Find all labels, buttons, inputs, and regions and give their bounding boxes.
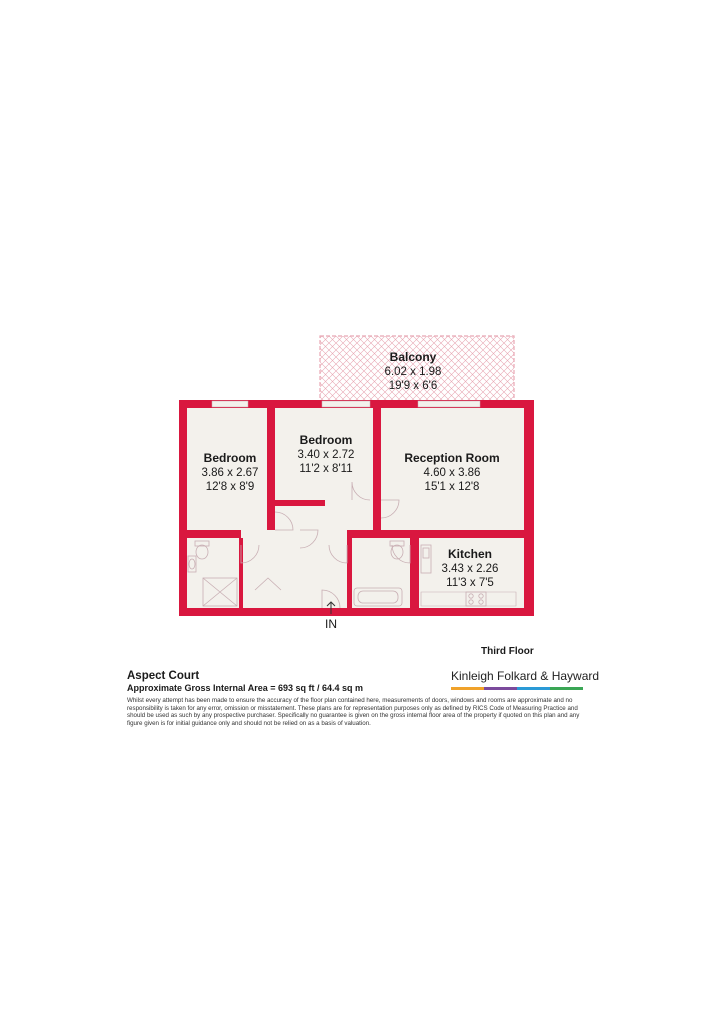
gross-internal-area: Approximate Gross Internal Area = 693 sq ft / 64.4 sq m [127, 683, 364, 693]
balcony-label [385, 350, 442, 392]
svg-text:4.60 x 3.86: 4.60 x 3.86 [423, 467, 481, 479]
property-name: Aspect Court [127, 670, 200, 682]
svg-text:11'2 x 8'11: 11'2 x 8'11 [299, 463, 353, 475]
brand-logo-text: Kinleigh Folkard & Hayward [451, 669, 600, 683]
bedroom-1-label [202, 451, 259, 493]
bathroom-floor [352, 538, 410, 608]
brand-bar-segment [451, 687, 484, 690]
wall-wc-top [187, 530, 241, 538]
wall-bath-right [410, 538, 419, 608]
brand-color-bar [451, 687, 583, 690]
disclaimer-text: Whilst every attempt has been made to ensure the accuracy of the floor plan contained here, measurements of doors, windows and rooms are approximate and no responsibility is taken for any error, omission or misstatement. These plans are for representation purposes only as defined by RICS Code of Measuring Practice and should be used as such by any prospective purchaser. Specifically no guarantee is given on the gross internal floor area of the property if quoted on this plan and any figure given is for initial guidance only and should not be relied on as a basis of valuation. [127, 697, 580, 727]
svg-text:3.86 x 2.67: 3.86 x 2.67 [201, 467, 259, 479]
brand-bar-segment [484, 687, 517, 690]
svg-text:3.40 x 2.72: 3.40 x 2.72 [297, 449, 355, 461]
svg-text:Reception Room: Reception Room [404, 451, 500, 465]
svg-text:19'9 x 6'6: 19'9 x 6'6 [388, 380, 438, 392]
wall-bath-left [347, 538, 352, 608]
kitchen-label [442, 547, 499, 589]
svg-text:15'1 x 12'8: 15'1 x 12'8 [424, 481, 480, 493]
svg-text:12'8 x 8'9: 12'8 x 8'9 [205, 481, 255, 493]
brand-bar-segment [550, 687, 583, 690]
entrance-label: IN [325, 617, 337, 631]
svg-text:3.43 x 2.26: 3.43 x 2.26 [441, 563, 499, 575]
wall-hall-top [275, 500, 325, 506]
bedroom-2-label [298, 433, 355, 475]
floor-label: Third Floor [481, 646, 534, 657]
wall-bed2-reception [373, 408, 381, 530]
svg-text:Kitchen: Kitchen [447, 547, 493, 561]
svg-text:Bedroom: Bedroom [203, 451, 257, 465]
brand-bar-segment [517, 687, 550, 690]
svg-text:11'3 x 7'5: 11'3 x 7'5 [446, 577, 494, 589]
svg-text:Balcony: Balcony [389, 350, 437, 364]
wall-bed1-hall [267, 408, 275, 530]
svg-text:Bedroom: Bedroom [299, 433, 353, 447]
svg-text:6.02 x 1.98: 6.02 x 1.98 [384, 366, 442, 378]
wall-kitchen-top [419, 530, 524, 538]
hall-corridor-floor [241, 530, 347, 608]
